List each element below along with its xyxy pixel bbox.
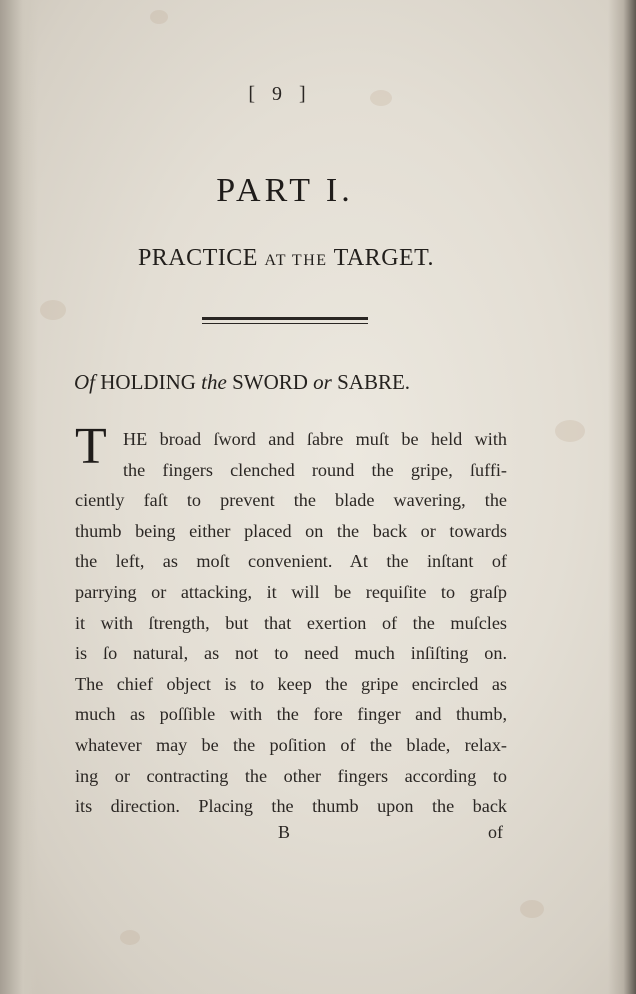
text-line: ing or contracting the other fingers according to: [75, 765, 507, 786]
chapter-title-word: SABRE.: [337, 370, 411, 394]
text-line: The chief object is to keep the gripe encircled as: [75, 673, 507, 694]
chapter-title-italic: or: [313, 370, 332, 394]
part-title: PART I.: [216, 172, 354, 209]
drop-cap: T: [75, 418, 107, 475]
text-line: the left, as moſt convenient. At the inſtant of: [75, 551, 507, 572]
double-rule-divider: [202, 317, 368, 324]
foxing-spot: [120, 930, 140, 945]
text-line: whatever may be the poſition of the blade, relax-: [75, 734, 507, 755]
section-title-small-caps: AT THE: [264, 252, 328, 269]
text-line: parrying or attacking, it will be requiſite to graſp: [75, 581, 507, 602]
text-line: is ſo natural, as not to need much inſiſting on.: [75, 643, 507, 664]
catchword: of: [488, 822, 503, 842]
section-title-word: TARGET.: [333, 245, 435, 271]
chapter-title-word: SWORD: [232, 370, 308, 394]
body-paragraph: [75, 424, 507, 822]
section-title-word: PRACTICE: [137, 245, 258, 271]
chapter-title-italic: the: [201, 370, 227, 394]
foxing-spot: [150, 10, 168, 24]
foxing-spot: [40, 300, 66, 320]
text-line: much as poſſible with the fore finger and thumb,: [75, 704, 507, 725]
chapter-title: [74, 370, 534, 395]
section-title: [0, 245, 572, 272]
text-line: it with ſtrength, but that exertion of the muſcles: [75, 612, 507, 633]
signature-mark: B: [278, 822, 291, 842]
chapter-title-word: HOLDING: [100, 370, 196, 394]
chapter-title-italic: Of: [74, 370, 95, 394]
text-line: the fingers clenched round the gripe, ſuffi-: [123, 459, 507, 480]
text-line: HE broad ſword and ſabre muſt be held with: [123, 429, 507, 449]
page-number: [ 9 ]: [248, 83, 312, 105]
text-line: ciently faſt to prevent the blade wavering, the: [75, 490, 507, 511]
foxing-spot: [555, 420, 585, 442]
text-line: thumb being either placed on the back or towards: [75, 520, 507, 541]
text-line: its direction. Placing the thumb upon the back: [75, 796, 507, 817]
foxing-spot: [520, 900, 544, 918]
